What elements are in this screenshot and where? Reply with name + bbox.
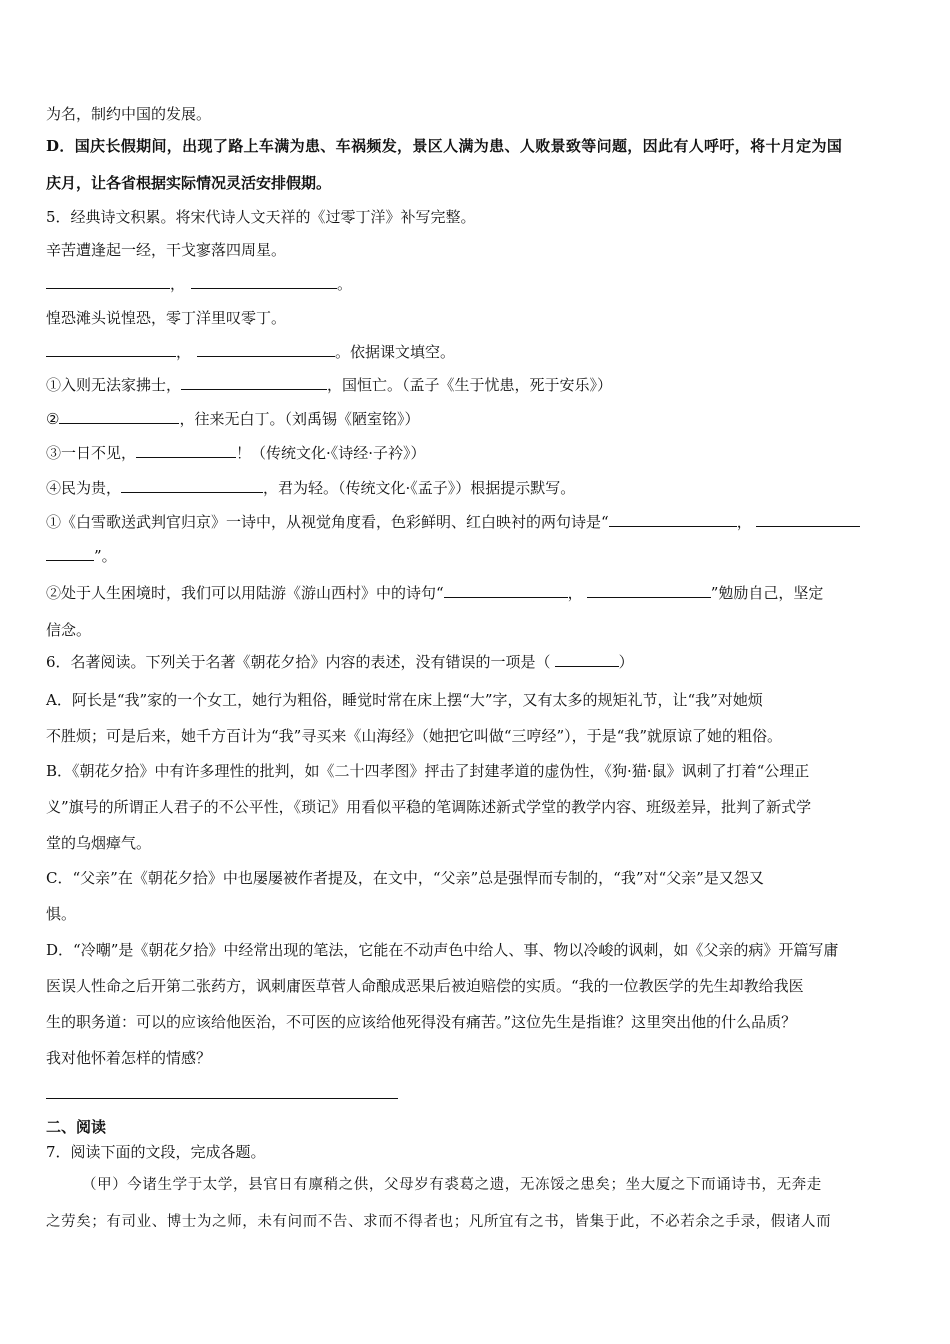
answer-line[interactable]: [46, 1098, 398, 1099]
answer-blank[interactable]: [444, 583, 568, 598]
fill-item-2: ② ，往来无白丁。（刘禹锡《陋室铭》）: [46, 410, 420, 428]
answer-blank[interactable]: [136, 443, 236, 458]
text-line-continuation: 为名，制约中国的发展。: [46, 105, 212, 123]
prompt-item-1-line-2: ”。: [46, 546, 117, 566]
question-6-stem: 6．名著阅读。下列关于名著《朝花夕拾》内容的表述，没有错误的一项是（ ）: [46, 653, 634, 671]
option-d-line-1: D．国庆长假期间，出现了路上车满为患、车祸频发，景区人满为患、人败景致等问题，因此有人呼吁，将十月定为国: [46, 137, 843, 155]
poem-line-1: 辛苦遭逢起一经，干戈寥落四周星。: [46, 241, 287, 259]
fill-item-3: ③一日不见， ！（传统文化·《诗经·子衿》）: [46, 444, 426, 462]
answer-blank[interactable]: [46, 342, 176, 357]
option-c-line-1: C．“父亲”在《朝花夕拾》中也屡屡被作者提及，在文中，“父亲”总是强悍而专制的，“我”对“父亲”是又怨又: [46, 869, 764, 887]
answer-blank[interactable]: [181, 375, 327, 390]
option-b-line-1: B．《朝花夕拾》中有许多理性的批判，如《二十四孝图》抨击了封建孝道的虚伪性，《狗·猫·鼠》讽刺了打着“公理正: [46, 762, 810, 780]
option-d6-line-2: 医误人性命之后开第二张药方，讽刺庸医草菅人命酿成恶果后被迫赔偿的实质。“我的一位教医学的先生却教给我医: [46, 977, 804, 995]
poem-line-2: 惶恐滩头说惶恐，零丁洋里叹零丁。: [46, 309, 287, 327]
section-heading-reading: 二、阅读: [46, 1118, 107, 1136]
poem-blank-line-1: ， 。: [46, 274, 352, 294]
option-d6-line-3: 生的职务道：可以的应该给他医治，不可医的应该给他死得没有痛苦。”这位先生是指谁？这里突出他的什么品质？: [46, 1013, 797, 1031]
question-7-stem: 7．阅读下面的文段，完成各题。: [46, 1143, 266, 1161]
passage-jia-line-1: （甲）今诸生学于太学，县官日有廪稍之供，父母岁有裘葛之遗，无冻馁之患矣；坐大厦之下而诵诗书，无奔走: [82, 1177, 822, 1193]
option-a-line-2: 不胜烦；可是后来，她千方百计为“我”寻买来《山海经》（她把它叫做“三哼经”），于是“我”就原谅了她的粗俗。: [46, 727, 783, 745]
answer-blank[interactable]: [59, 409, 179, 424]
option-a-line-1: A．阿长是“我”家的一个女工，她行为粗俗，睡觉时常在床上摆“大”字，又有太多的规矩礼节，让“我”对她烦: [46, 691, 763, 709]
option-d-line-2: 庆月，让各省根据实际情况灵活安排假期。: [46, 174, 332, 192]
answer-blank[interactable]: [555, 652, 619, 667]
answer-blank[interactable]: [609, 512, 737, 527]
answer-blank[interactable]: [121, 478, 263, 493]
option-b-line-2: 义”旗号的所谓正人君子的不公平性，《琐记》用看似平稳的笔调陈述新式学堂的教学内容、班级差异，批判了新式学: [46, 798, 812, 816]
option-d6-line-4: 我对他怀着怎样的情感？: [46, 1049, 212, 1067]
answer-blank[interactable]: [46, 546, 94, 561]
option-b-line-3: 堂的乌烟瘴气。: [46, 834, 152, 852]
answer-blank[interactable]: [197, 342, 335, 357]
fill-item-4: ④民为贵， ，君为轻。（传统文化·《孟子》）根据提示默写。: [46, 479, 576, 497]
fill-item-1: ①入则无法家拂士， ，国恒亡。（孟子《生于忧患，死于安乐》）: [46, 376, 613, 394]
poem-blank-line-2: ， 。依据课文填空。: [46, 342, 455, 362]
option-c-line-2: 惧。: [46, 905, 77, 923]
answer-blank[interactable]: [587, 583, 711, 598]
answer-blank[interactable]: [756, 512, 860, 527]
passage-jia-line-2: 之劳矣；有司业、博士为之师，未有问而不告、求而不得者也；凡所宜有之书，皆集于此，不必若余之手录，假诸人而: [46, 1214, 832, 1230]
option-d6-line-1: D．“冷嘲”是《朝花夕拾》中经常出现的笔法，它能在不动声色中给人、事、物以冷峻的讽刺，如《父亲的病》开篇写庸: [46, 941, 839, 959]
prompt-item-1-line-1: ①《白雪歌送武判官归京》一诗中，从视觉角度看，色彩鲜明、红白映衬的两句诗是“ ，: [46, 512, 860, 532]
prompt-item-2-line-1: ②处于人生困境时，我们可以用陆游《游山西村》中的诗句“ ， ”勉励自己，坚定: [46, 584, 824, 602]
question-5-stem: 5．经典诗文积累。将宋代诗人文天祥的《过零丁洋》补写完整。: [46, 208, 476, 226]
answer-blank[interactable]: [191, 274, 337, 289]
prompt-item-2-line-2: 信念。: [46, 621, 92, 639]
answer-blank[interactable]: [46, 274, 170, 289]
